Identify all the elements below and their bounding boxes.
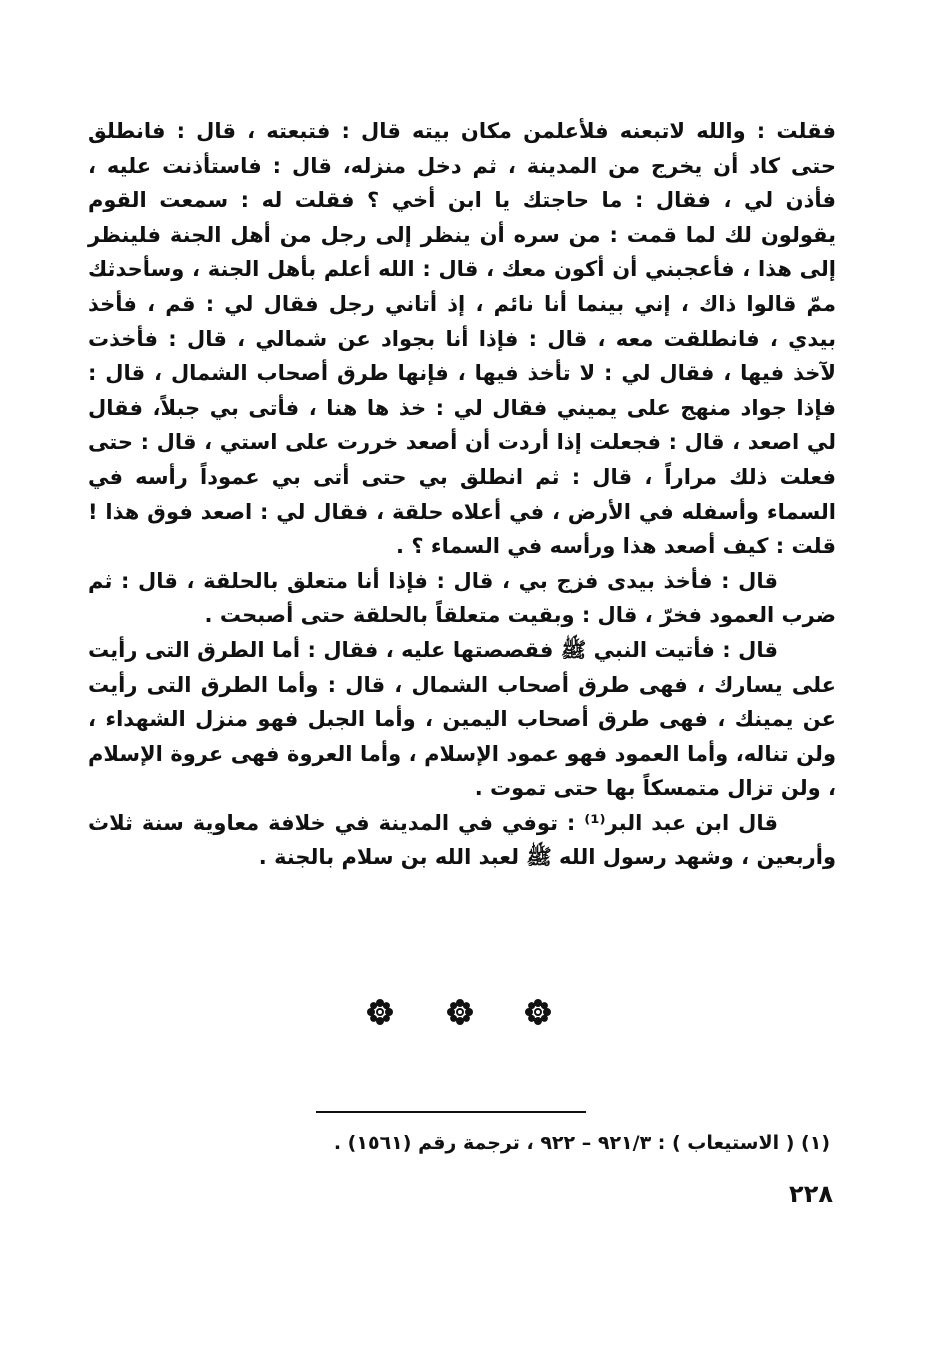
main-text [88,114,836,875]
paragraph-3: قال : فأتيت النبي ﷺ فقصصتها عليه ، فقال : أما الطرق التى رأيت على يسارك ، فهى طرق أصحاب الشمال ، قال : وأما الطرق التى رأيت عن يمينك ، فهى طرق أصحاب اليمين ، وأما الجبل فهو منزل الشهداء ، ولن تناله، وأما العمود فهو عمود الإسلام ، وأما العروة فهى عروة الإسلام ، ولن تزال متمسكاً بها حتى تموت . [88,637,836,801]
floral-ornament-icon [366,998,394,1026]
page-number: ٢٢٨ [789,1180,833,1208]
footnote-divider [316,1111,586,1113]
footnote: (١) ( الاستيعاب ) : ٩٢١/٣ – ٩٢٢ ، ترجمة رقم (١٥٦١) . [333,1132,830,1154]
floral-ornament-icon [446,998,474,1026]
floral-ornament-icon [524,998,552,1026]
paragraph-4: قال ابن عبد البر⁽¹⁾ : توفي في المدينة في خلافة معاوية سنة ثلاث وأربعين ، وشهد رسول الله ﷺ لعبد الله بن سلام بالجنة . [88,810,836,870]
paragraph-2: قال : فأخذ بيدى فزج بي ، قال : فإذا أنا متعلق بالحلقة ، قال : ثم ضرب العمود فخرّ ، قال : وبقيت متعلقاً بالحلقة حتى أصبحت . [88,568,836,628]
section-divider [360,998,560,1034]
paragraph-1: فقلت : والله لاتبعنه فلأعلمن مكان بيته قال : فتبعته ، قال : فانطلق حتى كاد أن يخرج من المدينة ، ثم دخل منزله، قال : فاستأذنت عليه ، فأذن لي ، فقال : ما حاجتك يا ابن أخي ؟ فقلت له : سمعت القوم يقولون لك لما قمت : من سره أن ينظر إلى رجل من أهل الجنة فلينظر إلى هذا ، فأعجبني أن أكون معك ، قال : الله أعلم بأهل الجنة ، وسأحدثك ممّ قالوا ذاك ، إني بينما أنا نائم ، إذ أتاني رجل فقال لي : قم ، فأخذ بيدي ، فانطلقت معه ، قال : فإذا أنا بجواد عن شمالي ، قال : فأخذت لآخذ فيها ، فقال لي : لا تأخذ فيها ، فإنها طرق أصحاب الشمال ، قال : فإذا جواد منهج على يميني فقال لي : خذ ها هنا ، فأتى بي جبلاً، فقال لي اصعد ، قال : فجعلت إذا أردت أن أصعد خررت على استي ، قال : حتى فعلت ذلك مراراً ، قال : ثم انطلق بي حتى أتى بي عموداً رأسه في السماء وأسفله في الأرض ، في أعلاه حلقة ، فقال لي : اصعد فوق هذا ! قلت : كيف أصعد هذا ورأسه في السماء ؟ . [88,119,836,559]
